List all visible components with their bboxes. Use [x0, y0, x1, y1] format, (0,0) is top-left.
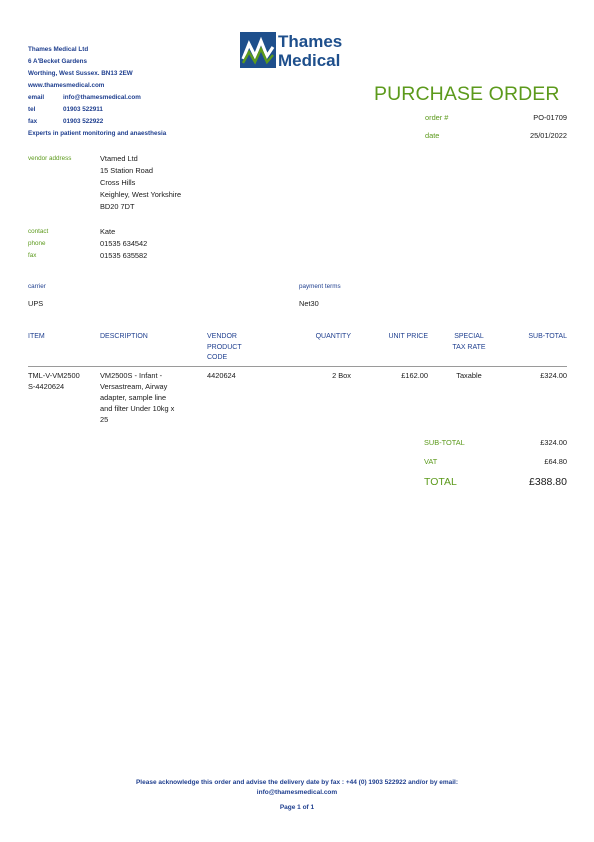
company-fax-row — [28, 116, 228, 128]
row-description — [100, 370, 205, 425]
vendor-phone: 01535 634542 — [100, 239, 148, 248]
column-header-item: ITEM — [28, 333, 45, 340]
company-address-line2: Worthing, West Sussex. BN13 2EW — [28, 70, 133, 77]
row-subtotal: £324.00 — [540, 371, 567, 380]
footer-email[interactable]: info@thamesmedical.com — [256, 789, 338, 796]
carrier-value: UPS — [28, 299, 44, 308]
company-block — [28, 44, 228, 140]
vendor-address-line: 15 Station Road — [100, 166, 154, 175]
vendor-fax: 01535 635582 — [100, 251, 148, 260]
vendor-address — [100, 153, 300, 213]
totals-subtotal-label: SUB-TOTAL — [424, 438, 465, 447]
column-header-tax-rate-line: TAX RATE — [452, 343, 486, 351]
payment-terms-value: Net30 — [299, 299, 319, 308]
column-header-vendor-code-line: CODE — [207, 354, 228, 361]
totals-vat-label: VAT — [424, 457, 438, 466]
vendor-fax-label: fax — [28, 252, 37, 259]
vendor-address-line: BD20 7DT — [100, 202, 135, 211]
totals-vat-value: £64.80 — [544, 457, 567, 466]
company-website[interactable]: www.thamesmedical.com — [28, 82, 105, 89]
column-header-vendor-code — [207, 332, 242, 364]
logo-text-line1: Thames — [278, 32, 343, 51]
column-header-unit-price: UNIT PRICE — [388, 333, 428, 340]
row-description-line: Versastream, Airway — [100, 382, 168, 391]
company-fax-label: fax — [28, 118, 38, 125]
vendor-address-line: Keighley, West Yorkshire — [100, 190, 182, 199]
company-tel: 01903 522911 — [63, 106, 103, 113]
vendor-address-label: vendor address — [28, 155, 72, 162]
company-tel-label: tel — [28, 106, 36, 113]
company-tel-row — [28, 104, 228, 116]
row-tax-rate: Taxable — [456, 371, 482, 380]
row-unit-price: £162.00 — [401, 371, 428, 380]
row-item-line: S-4420624 — [28, 382, 65, 391]
column-header-quantity: QUANTITY — [315, 333, 351, 340]
column-header-vendor-code-line: VENDOR — [207, 333, 237, 340]
column-header-subtotal: SUB-TOTAL — [528, 333, 567, 340]
row-description-line: 25 — [100, 415, 109, 424]
company-tagline: Experts in patient monitoring and anaesthesia — [28, 130, 167, 137]
logo-text-line2: Medical — [278, 51, 341, 70]
company-email[interactable]: info@thamesmedical.com — [63, 94, 141, 101]
column-header-tax-rate-line: SPECIAL — [454, 333, 484, 340]
vendor-phone-label: phone — [28, 240, 46, 247]
column-header-tax-rate — [440, 332, 498, 353]
company-email-row — [28, 92, 228, 104]
footer-acknowledgement — [80, 778, 514, 798]
payment-terms-label: payment terms — [299, 283, 341, 290]
thames-medical-logo-icon — [240, 32, 276, 68]
company-fax: 01903 522922 — [63, 118, 104, 125]
row-item — [28, 370, 80, 392]
totals-subtotal-value: £324.00 — [540, 438, 567, 447]
row-description-line: adapter, sample line — [100, 393, 167, 402]
order-date-label: date — [425, 131, 440, 140]
table-row — [0, 370, 594, 430]
table-header-divider — [28, 366, 567, 367]
row-item-line: TML-V-VM2500 — [28, 371, 80, 380]
footer-line1: Please acknowledge this order and advise the delivery date by fax : +44 (0) 1903 522922 and/or by email: — [135, 779, 459, 786]
vendor-address-line: Vtamed Ltd — [100, 154, 138, 163]
carrier-label: carrier — [28, 283, 46, 290]
document-title: PURCHASE ORDER — [374, 83, 560, 105]
company-name: Thames Medical Ltd — [28, 46, 89, 53]
vendor-address-line: Cross Hills — [100, 178, 136, 187]
row-vendor-code: 4420624 — [207, 371, 236, 380]
totals-total-label: TOTAL — [424, 476, 457, 488]
company-email-label: email — [28, 94, 45, 101]
totals-total-value: £388.80 — [529, 476, 567, 488]
company-logo — [240, 32, 365, 72]
column-header-vendor-code-line: PRODUCT — [207, 343, 242, 351]
page-number: Page 1 of 1 — [279, 804, 315, 811]
order-date-value: 25/01/2022 — [530, 131, 567, 140]
row-description-line: VM2500S - Infant - — [100, 371, 163, 380]
row-description-line: and filter Under 10kg x — [100, 404, 175, 413]
order-number-label: order # — [425, 113, 449, 122]
column-header-description: DESCRIPTION — [100, 333, 148, 340]
row-quantity: 2 Box — [332, 371, 351, 380]
vendor-contact-label: contact — [28, 228, 49, 235]
company-address-line1: 6 A'Becket Gardens — [28, 58, 88, 65]
order-number-value: PO-01709 — [533, 113, 567, 122]
vendor-contact: Kate — [100, 227, 116, 236]
